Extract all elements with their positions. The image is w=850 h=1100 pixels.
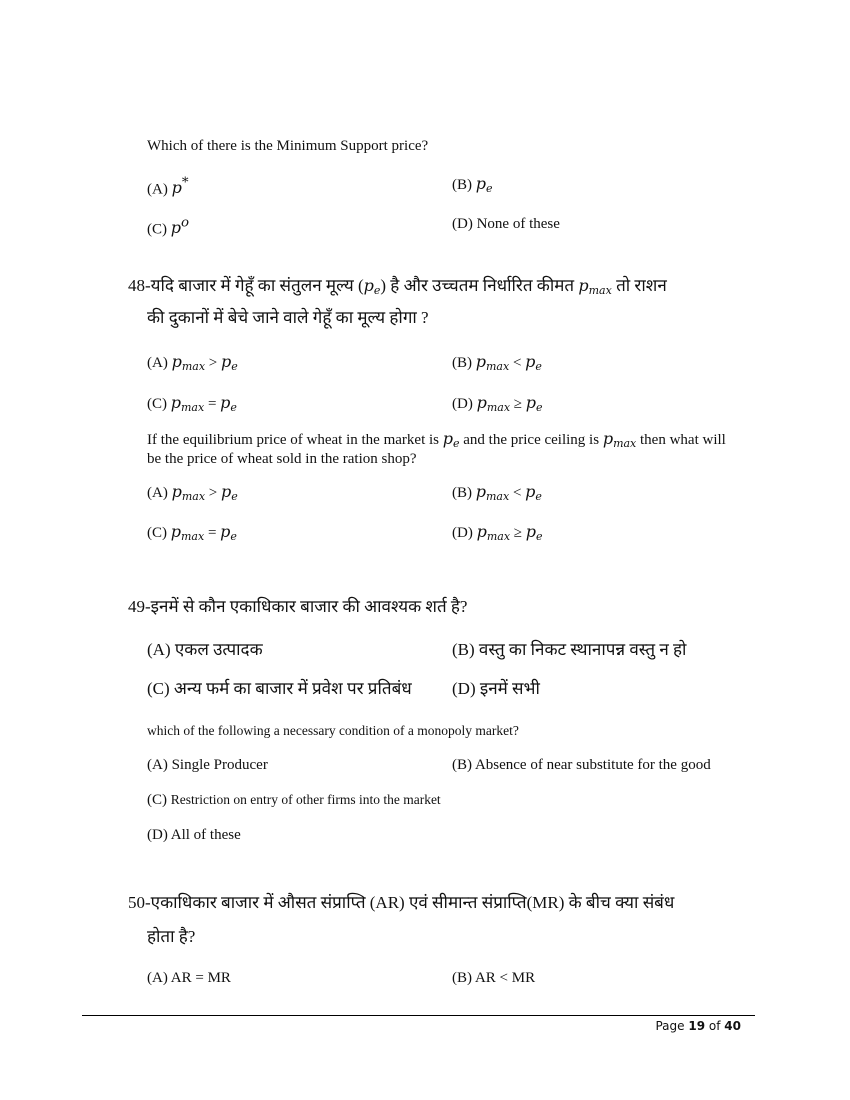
q49-option-b: (B) Absence of near substitute for the good: [452, 757, 711, 773]
footer-divider: [82, 1015, 755, 1016]
q48-hindi-line2: की दुकानों में बेचे जाने वाले गेहूँ का मूल्य होगा ?: [147, 308, 429, 327]
q48-english-line2: be the price of wheat sold in the ration shop?: [147, 451, 417, 467]
q47-option-b: (B) $p_e$: [452, 174, 493, 195]
q49-hindi-option-d: (D) इनमें सभी: [452, 679, 540, 698]
q50-option-a: (A) AR = MR: [147, 970, 231, 986]
q48-hindi-line1: 48-यदि बाजार में गेहूँ का संतुलन मूल्य $(p_e)$ है और उच्चतम निर्धारित कीमत $p_{max}$ तो राशन: [128, 276, 667, 297]
q49-hindi-option-c: (C) अन्य फर्म का बाजार में प्रवेश पर प्रतिबंध: [147, 679, 412, 698]
q50-hindi-line2: होता है?: [147, 927, 196, 946]
q48-option-c: (C) $p_{max} = p_e$: [147, 393, 237, 414]
q49-hindi-question: 49-इनमें से कौन एकाधिकार बाजार की आवश्यक शर्त है?: [128, 597, 468, 616]
q47-option-a: (A) p*: [147, 176, 189, 198]
q47-option-d: (D) None of these: [452, 216, 560, 232]
q48-en-option-d: (D) $p_{max} \ge p_e$: [452, 522, 543, 543]
q49-option-d: (D) All of these: [147, 827, 241, 843]
q49-english-question: which of the following a necessary condition of a monopoly market?: [147, 723, 519, 738]
q50-option-b: (B) AR < MR: [452, 970, 536, 986]
q49-hindi-option-b: (B) वस्तु का निकट स्थानापन्न वस्तु न हो: [452, 640, 687, 659]
q48-en-option-c: (C) $p_{max} = p_e$: [147, 522, 237, 543]
q48-option-d: (D) $p_{max} \ge p_e$: [452, 393, 543, 414]
q48-option-b: (B) $p_{max} < p_e$: [452, 352, 542, 373]
q47-option-c: (C) $p^o$: [147, 216, 190, 238]
page-number: Page 19 of 40: [655, 1019, 741, 1033]
q50-hindi-line1: 50-एकाधिकार बाजार में औसत संप्राप्ति (AR) एवं सीमान्त संप्राप्ति(MR) के बीच क्या संबंध: [128, 893, 675, 912]
q48-en-option-a: (A) $p_{max} > p_e$: [147, 482, 238, 503]
q47-english-question: Which of there is the Minimum Support price?: [147, 138, 429, 154]
q49-option-a: (A) Single Producer: [147, 757, 268, 773]
q48-en-option-b: (B) $p_{max} < p_e$: [452, 482, 542, 503]
q48-option-a: (A) $p_{max} > p_e$: [147, 352, 238, 373]
q49-option-c: (C) Restriction on entry of other firms into the market: [147, 792, 441, 808]
q49-hindi-option-a: (A) एकल उत्पादक: [147, 640, 263, 659]
q48-english-line1: If the equilibrium price of wheat in the market is $p_e$ and the price ceiling is $p_{max}$ then what will: [147, 429, 726, 450]
